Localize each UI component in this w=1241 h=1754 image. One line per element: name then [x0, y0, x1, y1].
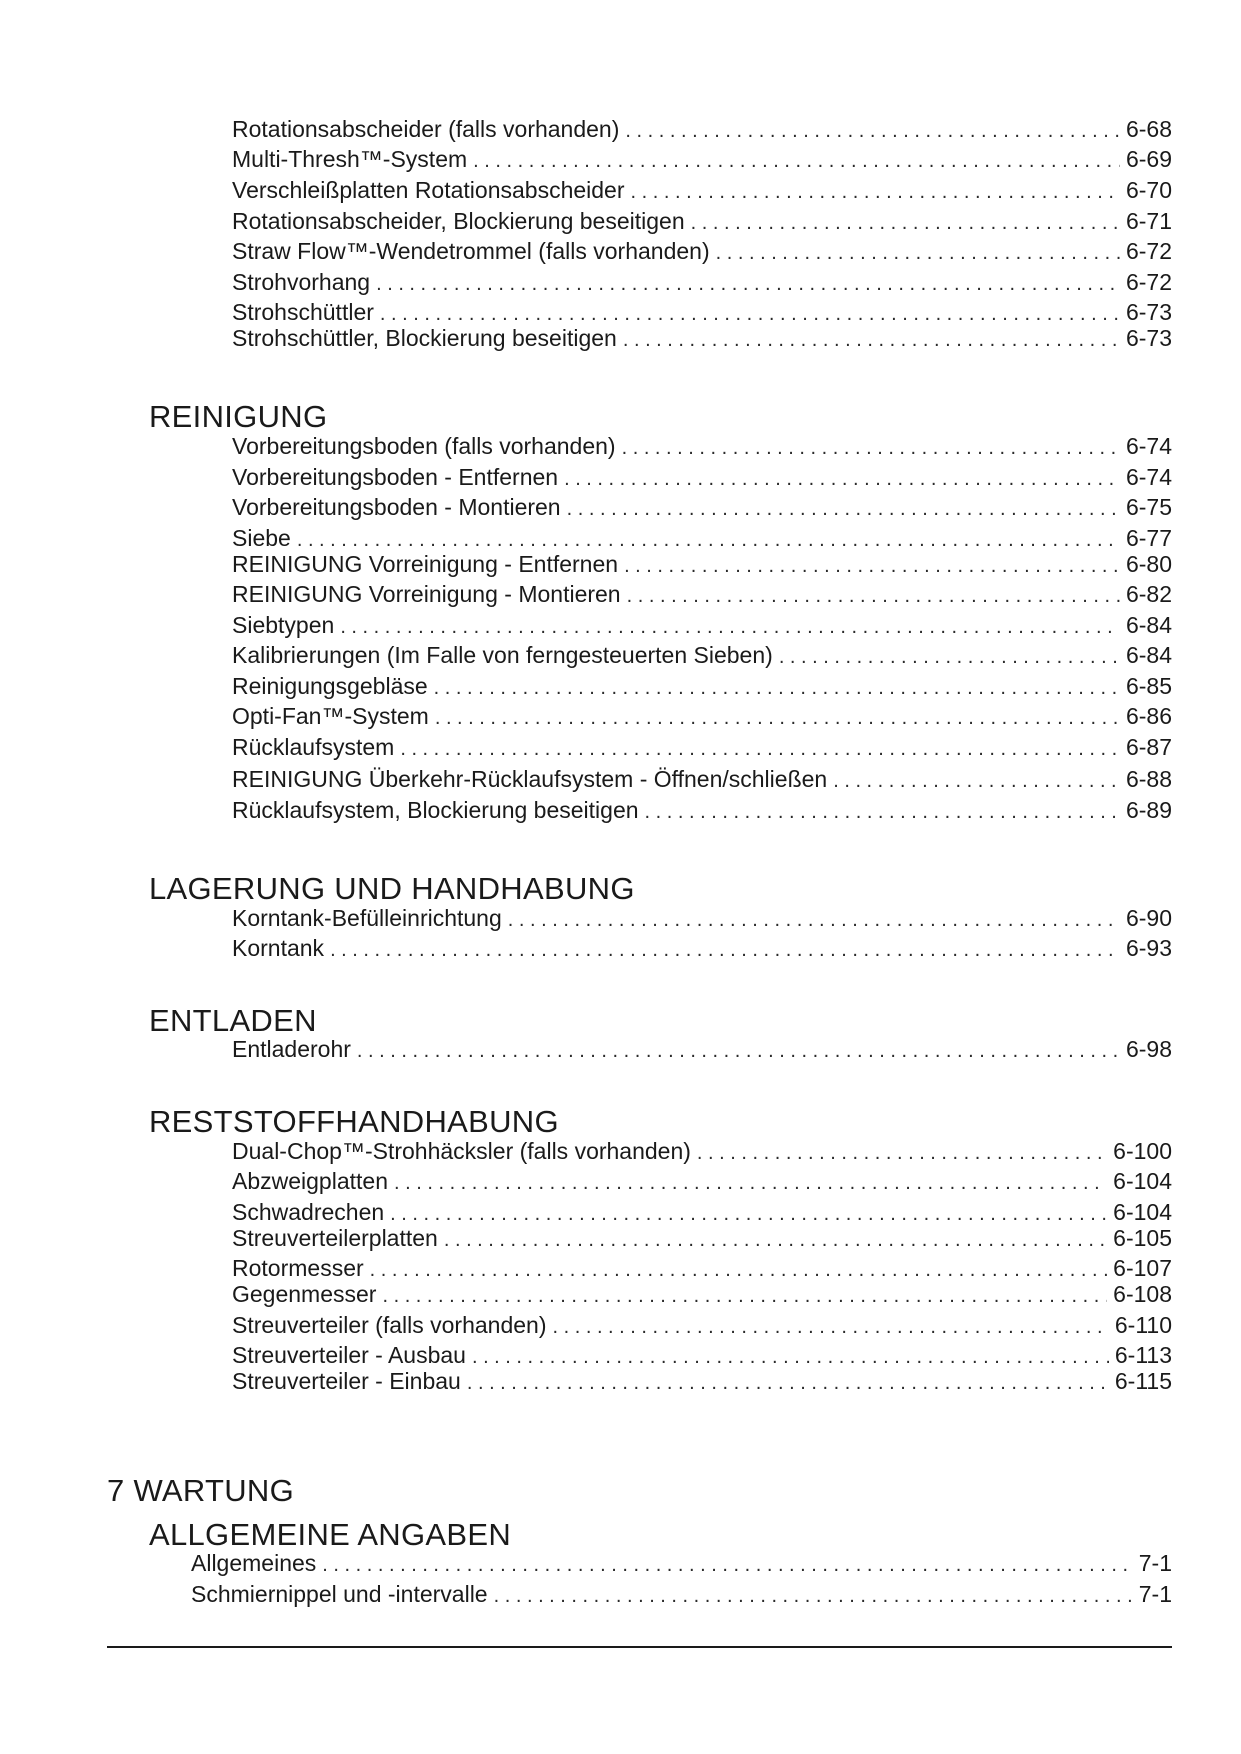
dot-leader — [623, 326, 1120, 354]
toc-entry-page: 6-82 — [1125, 581, 1172, 607]
dot-leader — [833, 767, 1120, 795]
toc-entry-page: 6-74 — [1125, 433, 1172, 459]
toc-entry-title: Korntank-Befülleinrichtung — [232, 905, 502, 931]
toc-entry[interactable] — [232, 1167, 1172, 1195]
toc-entry-title: Schwadrechen — [232, 1199, 385, 1225]
dot-leader — [434, 674, 1120, 702]
toc-entry-page: 7-1 — [1138, 1581, 1172, 1607]
toc-entry-page: 6-68 — [1125, 116, 1172, 142]
dot-leader — [627, 582, 1120, 610]
dot-leader — [376, 270, 1120, 298]
toc-entry-page: 6-110 — [1114, 1312, 1172, 1338]
toc-entry[interactable] — [232, 1367, 1172, 1395]
dot-leader — [330, 936, 1120, 964]
dot-leader — [400, 735, 1120, 763]
toc-entry-page: 6-93 — [1125, 935, 1172, 961]
toc-entry[interactable] — [191, 1549, 1172, 1577]
toc-entry-title: Strohschüttler, Blockierung beseitigen — [232, 325, 617, 351]
toc-entry-page: 6-80 — [1125, 551, 1172, 577]
toc-entry-title: Schmiernippel und -intervalle — [191, 1581, 488, 1607]
section-heading: ALLGEMEINE ANGABEN — [149, 1517, 512, 1552]
toc-entry[interactable] — [232, 1280, 1172, 1308]
toc-entry-title: Vorbereitungsboden - Montieren — [232, 494, 561, 520]
toc-entry-page: 6-98 — [1125, 1036, 1172, 1062]
toc-entry[interactable] — [232, 1311, 1172, 1339]
toc-entry-page: 6-73 — [1125, 325, 1172, 351]
toc-entry-page: 6-72 — [1125, 269, 1172, 295]
toc-entry-title: Multi-Thresh™-System — [232, 146, 468, 172]
toc-entry-page: 6-69 — [1125, 146, 1172, 172]
toc-entry[interactable] — [232, 493, 1172, 521]
toc-entry-page: 6-104 — [1113, 1168, 1172, 1194]
toc-entry-title: Rotormesser — [232, 1255, 364, 1281]
toc-entry[interactable] — [232, 1035, 1172, 1063]
dot-leader — [357, 1037, 1120, 1065]
dot-leader — [467, 1369, 1109, 1397]
toc-entry-page: 6-84 — [1125, 612, 1172, 638]
toc-entry-page: 6-100 — [1113, 1138, 1172, 1164]
toc-entry-page: 6-86 — [1125, 703, 1172, 729]
toc-entry-title: Streuverteiler (falls vorhanden) — [232, 1312, 547, 1338]
toc-entry[interactable] — [232, 145, 1172, 173]
toc-entry[interactable] — [232, 298, 1172, 326]
dot-leader — [444, 1226, 1107, 1254]
dot-leader — [624, 552, 1120, 580]
dot-leader — [716, 239, 1120, 267]
toc-entry[interactable] — [232, 641, 1172, 669]
toc-entry-title: Vorbereitungsboden - Entfernen — [232, 464, 559, 490]
dot-leader — [697, 1139, 1107, 1167]
section-heading: RESTSTOFFHANDHABUNG — [149, 1104, 559, 1139]
toc-entry-title: Streuverteiler - Einbau — [232, 1368, 461, 1394]
dot-leader — [631, 178, 1120, 206]
dot-leader — [645, 798, 1120, 826]
toc-entry-page: 6-75 — [1125, 494, 1172, 520]
toc-entry-page: 6-108 — [1113, 1281, 1172, 1307]
toc-entry-title: Kalibrierungen (Im Falle von ferngesteuerten Sieben) — [232, 642, 773, 668]
toc-entry-title: Rotationsabscheider, Blockierung beseitigen — [232, 208, 685, 234]
toc-entry-title: Korntank — [232, 935, 325, 961]
dot-leader — [473, 147, 1120, 175]
toc-entry[interactable] — [232, 463, 1172, 491]
dot-leader — [567, 495, 1120, 523]
toc-entry-page: 6-90 — [1125, 905, 1172, 931]
toc-entry-title: Vorbereitungsboden (falls vorhanden) — [232, 433, 616, 459]
toc-entry[interactable] — [232, 115, 1172, 143]
toc-entry-title: Abzweigplatten — [232, 1168, 388, 1194]
toc-entry[interactable] — [232, 237, 1172, 265]
dot-leader — [382, 1282, 1107, 1310]
toc-entry-page: 6-84 — [1125, 642, 1172, 668]
toc-entry-title: Gegenmesser — [232, 1281, 377, 1307]
toc-entry-title: REINIGUNG Vorreinigung - Montieren — [232, 581, 621, 607]
dot-leader — [779, 643, 1120, 671]
toc-entry[interactable] — [232, 1224, 1172, 1252]
section-heading: LAGERUNG UND HANDHABUNG — [149, 871, 635, 906]
toc-entry[interactable] — [232, 934, 1172, 962]
toc-entry-title: Siebtypen — [232, 612, 335, 638]
toc-entry[interactable] — [232, 702, 1172, 730]
toc-entry-title: Streuverteilerplatten — [232, 1225, 438, 1251]
dot-leader — [691, 209, 1120, 237]
dot-leader — [564, 465, 1120, 493]
dot-leader — [494, 1582, 1133, 1610]
toc-entry[interactable] — [232, 611, 1172, 639]
chapter-heading: 7 WARTUNG — [107, 1473, 294, 1508]
toc-entry-title: REINIGUNG Überkehr-Rücklaufsystem - Öffnen/schließen — [232, 766, 828, 792]
toc-entry[interactable] — [232, 796, 1172, 824]
toc-entry[interactable] — [232, 1137, 1172, 1165]
toc-entry-title: REINIGUNG Vorreinigung - Entfernen — [232, 551, 619, 577]
dot-leader — [340, 613, 1120, 641]
dot-leader — [508, 906, 1120, 934]
toc-entry-page: 6-70 — [1125, 177, 1172, 203]
toc-entry[interactable] — [232, 580, 1172, 608]
toc-entry[interactable] — [232, 1341, 1172, 1369]
toc-entry-title: Allgemeines — [191, 1550, 317, 1576]
toc-entry-page: 7-1 — [1138, 1550, 1172, 1576]
toc-entry-title: Verschleißplatten Rotationsabscheider — [232, 177, 625, 203]
dot-leader — [435, 704, 1120, 732]
toc-entry[interactable] — [232, 672, 1172, 700]
toc-entry-page: 6-71 — [1125, 208, 1172, 234]
toc-entry-page: 6-105 — [1113, 1225, 1172, 1251]
dot-leader — [552, 1313, 1108, 1341]
toc-entry-page: 6-85 — [1125, 673, 1172, 699]
toc-entry-page: 6-104 — [1113, 1199, 1172, 1225]
toc-entry-title: Reinigungsgebläse — [232, 673, 428, 699]
toc-entry-page: 6-89 — [1125, 797, 1172, 823]
toc-entry[interactable] — [232, 904, 1172, 932]
dot-leader — [622, 434, 1120, 462]
toc-entry[interactable] — [232, 176, 1172, 204]
toc-entry-page: 6-77 — [1125, 525, 1172, 551]
toc-entry-page: 6-88 — [1125, 766, 1172, 792]
toc-entry[interactable] — [232, 324, 1172, 352]
toc-entry-page: 6-107 — [1113, 1255, 1172, 1281]
dot-leader — [625, 117, 1120, 145]
toc-entry[interactable] — [232, 733, 1172, 761]
toc-entry-title: Strohvorhang — [232, 269, 371, 295]
toc-entry-title: Siebe — [232, 525, 291, 551]
toc-entry[interactable] — [232, 765, 1172, 793]
toc-entry[interactable] — [232, 268, 1172, 296]
toc-entry-page: 6-73 — [1125, 299, 1172, 325]
toc-entry-title: Rotationsabscheider (falls vorhanden) — [232, 116, 620, 142]
toc-entry[interactable] — [232, 207, 1172, 235]
bottom-rule — [107, 1646, 1172, 1648]
toc-entry-title: Rücklaufsystem — [232, 734, 395, 760]
toc-entry[interactable] — [232, 550, 1172, 578]
dot-leader — [394, 1169, 1107, 1197]
toc-entry[interactable] — [232, 432, 1172, 460]
toc-entry-title: Straw Flow™-Wendetrommel (falls vorhanden) — [232, 238, 710, 264]
toc-entry-title: Opti-Fan™-System — [232, 703, 429, 729]
toc-entry[interactable] — [191, 1580, 1172, 1608]
toc-entry-page: 6-72 — [1125, 238, 1172, 264]
toc-entry[interactable] — [232, 1254, 1172, 1282]
toc-entry-title: Dual-Chop™-Strohhäcksler (falls vorhanden) — [232, 1138, 691, 1164]
toc-entry-page: 6-115 — [1114, 1368, 1172, 1394]
toc-entry-page: 6-113 — [1114, 1342, 1172, 1368]
toc-entry-title: Streuverteiler - Ausbau — [232, 1342, 466, 1368]
toc-entry-title: Strohschüttler — [232, 299, 374, 325]
toc-entry-page: 6-74 — [1125, 464, 1172, 490]
toc-entry[interactable] — [232, 1198, 1172, 1226]
dot-leader — [322, 1551, 1132, 1579]
section-heading: REINIGUNG — [149, 399, 328, 434]
toc-entry[interactable] — [232, 524, 1172, 552]
toc-entry-page: 6-87 — [1125, 734, 1172, 760]
section-heading: ENTLADEN — [149, 1003, 317, 1038]
toc-entry-title: Entladerohr — [232, 1036, 351, 1062]
toc-entry-title: Rücklaufsystem, Blockierung beseitigen — [232, 797, 639, 823]
